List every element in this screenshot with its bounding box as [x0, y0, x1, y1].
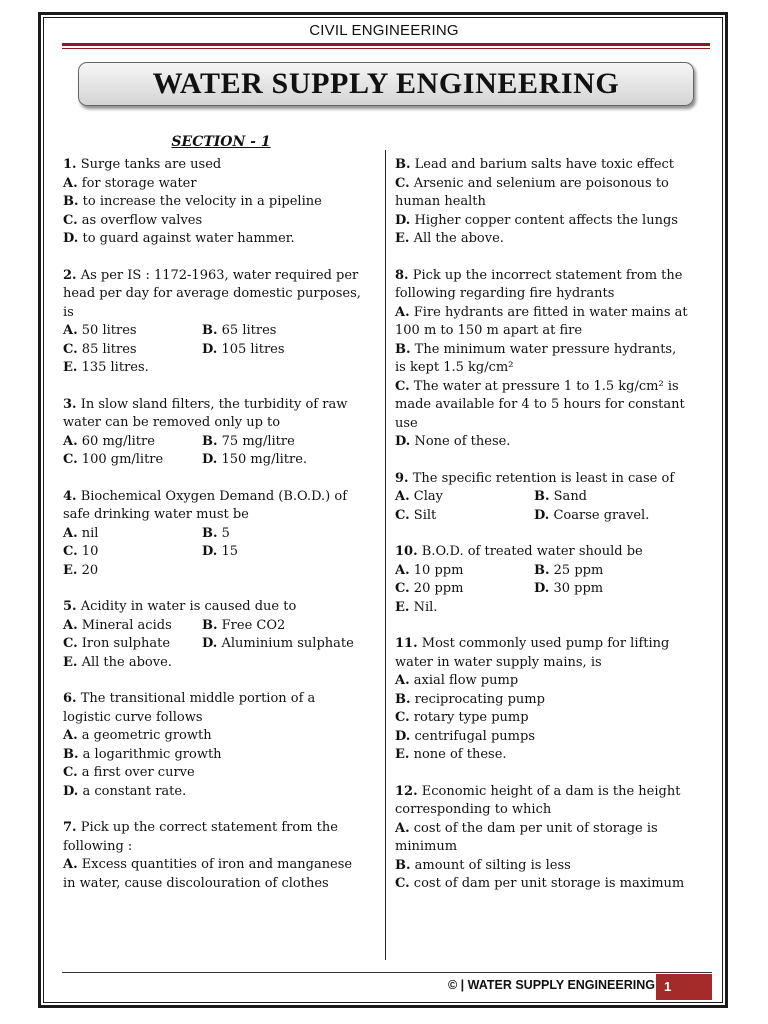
option-letter: B. [534, 562, 550, 578]
option-item [534, 488, 587, 507]
option-text: 85 litres [81, 341, 137, 357]
question-stem-line [63, 709, 381, 728]
header-rule-thin [62, 48, 710, 49]
question-stem-line [63, 267, 381, 286]
option-item [63, 617, 202, 636]
option-text: Sand [553, 489, 588, 504]
option-text: Arsenic and selenium are poisonous to [413, 175, 669, 191]
option-letter: D. [202, 636, 218, 651]
option-item [395, 728, 707, 747]
option-letter: C. [63, 765, 78, 780]
option-item [63, 525, 202, 544]
option-item [63, 341, 202, 360]
option-pair-row [63, 543, 381, 562]
option-text: a geometric growth [81, 728, 212, 743]
option-text: 5 [221, 525, 230, 541]
option-item [395, 304, 707, 323]
option-text: 50 litres [81, 323, 137, 338]
question-text: water can be removed only up to [63, 415, 281, 430]
option-letter: E. [395, 747, 410, 762]
option-letter: C. [63, 544, 78, 559]
option-text: The water at pressure 1 to 1.5 kg/cm² is [413, 378, 679, 394]
option-letter: E. [63, 360, 78, 375]
option-text: Excess quantities of iron and manganese [81, 857, 353, 872]
page-title: WATER SUPPLY ENGINEERING [78, 62, 694, 106]
option-text: cost of dam per unit storage is maximum [413, 876, 685, 891]
option-item [395, 507, 534, 526]
option-text-continued: use [395, 415, 418, 431]
section-heading: SECTION - 1 [171, 134, 271, 150]
option-letter: D. [202, 544, 218, 559]
option-letter: A. [63, 525, 78, 541]
option-letter: B. [534, 489, 550, 504]
option-letter: B. [395, 157, 411, 172]
option-pair-row [63, 341, 381, 360]
option-text-continued: is kept 1.5 kg/cm² [395, 360, 514, 375]
option-text: centrifugal pumps [414, 728, 535, 744]
option-letter: D. [202, 341, 218, 357]
option-letter: C. [395, 710, 410, 725]
option-pair-row [63, 635, 381, 654]
question-item [63, 156, 381, 249]
question-item [63, 598, 381, 672]
question-stem-line [395, 801, 707, 820]
option-text: 10 [81, 544, 99, 559]
question-text: The transitional middle portion of a [80, 691, 316, 706]
question-stem-line [395, 543, 707, 562]
question-number: 1. [63, 157, 77, 172]
option-text: 60 mg/litre [81, 433, 155, 449]
option-item [202, 433, 295, 452]
option-letter: C. [395, 175, 410, 191]
option-item [395, 488, 534, 507]
option-letter: C. [395, 876, 410, 891]
option-letter: A. [395, 820, 410, 836]
option-item [63, 230, 381, 249]
option-item [395, 212, 707, 231]
option-pair-row [395, 580, 707, 599]
question-text: corresponding to which [395, 802, 552, 817]
footer-rule [62, 972, 712, 973]
option-letter: A. [63, 617, 78, 633]
option-letter: E. [63, 562, 78, 578]
question-stem-line [63, 690, 381, 709]
option-letter: A. [395, 562, 410, 578]
option-text: to increase the velocity in a pipeline [82, 194, 322, 209]
option-letter: C. [63, 341, 78, 357]
option-text: a constant rate. [82, 783, 187, 799]
option-text: a first over curve [81, 765, 195, 780]
question-text: B.O.D. of treated water should be [421, 544, 643, 559]
option-pair-row [63, 451, 381, 470]
option-text: axial flow pump [413, 673, 519, 688]
option-text: none of these. [413, 747, 507, 762]
question-stem-line [63, 285, 381, 304]
option-item [63, 175, 381, 194]
option-text: Free CO2 [221, 617, 286, 633]
option-item [63, 543, 202, 562]
option-letter: E. [395, 599, 410, 615]
right-column [395, 156, 707, 912]
option-letter: D. [534, 581, 550, 596]
option-letter: D. [202, 452, 218, 467]
option-letter: C. [395, 581, 410, 596]
option-letter: D. [395, 434, 411, 449]
option-text: The minimum water pressure hydrants, [414, 341, 677, 357]
option-text: a logarithmic growth [82, 746, 222, 762]
column-divider [385, 150, 386, 960]
option-letter: D. [63, 783, 79, 799]
question-text: Pick up the correct statement from the [80, 820, 338, 835]
option-item [534, 507, 649, 526]
option-text: Nil. [413, 599, 438, 615]
option-item [202, 635, 354, 654]
question-text: following regarding fire hydrants [395, 286, 615, 301]
question-item [395, 267, 707, 452]
option-text: Higher copper content affects the lungs [414, 212, 678, 228]
option-letter: B. [202, 433, 218, 449]
question-item [63, 690, 381, 801]
question-stem-line [63, 414, 381, 433]
option-text: nil [81, 525, 99, 541]
question-stem-line [63, 488, 381, 507]
option-item [63, 322, 202, 341]
question-text: Most commonly used pump for lifting [421, 636, 670, 651]
option-item [63, 764, 381, 783]
option-letter: B. [395, 691, 411, 707]
option-letter: B. [202, 525, 218, 541]
option-text-continued: human health [395, 194, 486, 209]
option-item [395, 875, 707, 894]
option-letter: C. [395, 378, 410, 394]
option-text: Aluminium sulphate [221, 636, 354, 651]
option-letter: A. [63, 857, 78, 872]
option-pair-row [395, 488, 707, 507]
option-item [395, 691, 707, 710]
option-text: 105 litres [221, 341, 285, 357]
question-stem-line [63, 598, 381, 617]
question-text: logistic curve follows [63, 709, 203, 725]
option-item [202, 341, 285, 360]
option-text-continued: minimum [395, 839, 458, 854]
option-text: amount of silting is less [414, 857, 571, 873]
option-text: cost of the dam per unit of storage is [413, 820, 658, 836]
question-number: 3. [63, 396, 77, 412]
option-text: Lead and barium salts have toxic effect [414, 157, 675, 172]
option-letter: A. [395, 304, 410, 320]
question-text: following : [63, 838, 133, 854]
question-number: 7. [63, 820, 77, 835]
option-text: Silt [413, 507, 437, 523]
option-text: 75 mg/litre [221, 433, 295, 449]
question-stem-line [395, 470, 707, 489]
question-stem-line [63, 304, 381, 323]
option-item [63, 451, 202, 470]
question-number: 10. [395, 544, 418, 559]
option-letter: B. [202, 617, 218, 633]
question-stem-line [63, 506, 381, 525]
option-text: 20 [81, 562, 99, 578]
option-item [395, 433, 707, 452]
question-number: 8. [395, 267, 409, 283]
option-text: None of these. [414, 434, 511, 449]
option-text: 150 mg/litre. [221, 452, 308, 467]
question-text: The specific retention is least in case of [412, 470, 675, 486]
question-text: head per day for average domestic purposes, [63, 286, 361, 301]
option-letter: B. [202, 323, 218, 338]
left-column [63, 156, 381, 911]
question-item [395, 470, 707, 526]
question-text: Acidity in water is caused due to [80, 599, 297, 614]
option-pair-row [63, 433, 381, 452]
option-letter: C. [395, 507, 410, 523]
option-text: Mineral acids [81, 617, 172, 633]
option-text: 15 [221, 544, 239, 559]
option-text: 100 gm/litre [81, 452, 164, 467]
question-text: Surge tanks are used [80, 157, 222, 172]
option-pair-row [395, 507, 707, 526]
question-number: 11. [395, 636, 418, 651]
option-letter: B. [63, 194, 79, 209]
option-text: All the above. [81, 654, 172, 670]
option-item [63, 654, 381, 673]
question-stem-line [395, 267, 707, 286]
question-number: 6. [63, 691, 77, 706]
option-letter: A. [63, 728, 78, 743]
header-rule [62, 43, 710, 46]
option-pair-row [63, 525, 381, 544]
option-letter: E. [63, 654, 78, 670]
option-item [395, 857, 707, 876]
option-item [63, 212, 381, 231]
option-item [202, 543, 238, 562]
question-text: Pick up the incorrect statement from the [412, 267, 683, 283]
option-item [534, 580, 603, 599]
option-text: All the above. [413, 231, 504, 246]
option-text: reciprocating pump [414, 691, 545, 707]
option-letter: B. [63, 746, 79, 762]
question-stem-line [395, 783, 707, 802]
question-stem-line [63, 838, 381, 857]
option-text: Iron sulphate [81, 636, 171, 651]
option-text-continued: 100 m to 150 m apart at fire [395, 323, 583, 338]
option-letter: C. [63, 212, 78, 228]
question-text: Biochemical Oxygen Demand (B.O.D.) of [80, 488, 348, 504]
question-stem-line [63, 396, 381, 415]
question-text: water in water supply mains, is [395, 654, 602, 670]
option-text: rotary type pump [413, 710, 529, 725]
option-text-continued: in water, cause discolouration of clothes [63, 875, 329, 891]
option-pair-row [63, 617, 381, 636]
option-item [395, 156, 707, 175]
option-item [395, 599, 707, 618]
option-letter: B. [395, 341, 411, 357]
option-letter: D. [63, 231, 79, 246]
option-item [395, 709, 707, 728]
option-item [63, 193, 381, 212]
question-text: As per IS : 1172-1963, water required per [80, 267, 359, 283]
option-letter: E. [395, 231, 410, 246]
question-item [63, 819, 381, 893]
question-stem-line [395, 285, 707, 304]
question-item [395, 635, 707, 765]
option-letter: A. [63, 433, 78, 449]
option-letter: A. [63, 175, 78, 191]
option-text: 30 ppm [553, 581, 604, 596]
option-pair-row [63, 322, 381, 341]
running-head: CIVIL ENGINEERING [309, 22, 459, 39]
question-number: 4. [63, 488, 77, 504]
question-number: 2. [63, 267, 77, 283]
option-item [63, 856, 381, 875]
option-item [395, 580, 534, 599]
option-letter: C. [63, 452, 78, 467]
option-item [395, 672, 707, 691]
option-item [202, 322, 276, 341]
option-letter: C. [63, 636, 78, 651]
question-stem-line [395, 635, 707, 654]
question-item [395, 783, 707, 894]
option-item [202, 525, 230, 544]
question-stem-line [63, 819, 381, 838]
question-item [63, 267, 381, 378]
option-letter: B. [395, 857, 411, 873]
option-pair-row [395, 562, 707, 581]
question-item [395, 156, 707, 249]
option-item [63, 727, 381, 746]
option-text: Clay [413, 489, 443, 504]
option-item [395, 378, 707, 397]
question-item [63, 488, 381, 581]
question-stem-line [63, 156, 381, 175]
question-item [63, 396, 381, 470]
option-text: Fire hydrants are fitted in water mains at [413, 304, 688, 320]
option-text: 20 ppm [413, 581, 464, 596]
option-letter: A. [395, 489, 410, 504]
option-item [395, 341, 707, 360]
option-text-continued: made available for 4 to 5 hours for constant [395, 397, 685, 412]
option-text: 135 litres. [81, 360, 149, 375]
option-item [202, 451, 307, 470]
option-item [395, 175, 707, 194]
option-item [202, 617, 285, 636]
option-item [63, 635, 202, 654]
option-item [395, 746, 707, 765]
question-text: In slow sland filters, the turbidity of raw [80, 396, 348, 412]
option-text: Coarse gravel. [553, 507, 650, 523]
question-number: 12. [395, 783, 418, 799]
option-letter: A. [63, 323, 78, 338]
option-item [534, 562, 603, 581]
option-item [395, 562, 534, 581]
question-stem-line [395, 654, 707, 673]
option-text: for storage water [81, 175, 197, 191]
option-text: 65 litres [221, 323, 277, 338]
question-number: 5. [63, 599, 77, 614]
option-text: 25 ppm [553, 562, 604, 578]
question-number: 9. [395, 470, 409, 486]
question-item [395, 543, 707, 617]
option-letter: D. [534, 507, 550, 523]
question-text: safe drinking water must be [63, 507, 249, 522]
option-letter: D. [395, 728, 411, 744]
option-text: as overflow valves [81, 212, 203, 228]
question-text: Economic height of a dam is the height [421, 783, 681, 799]
footer-text: © | WATER SUPPLY ENGINEERING [448, 978, 655, 992]
option-item [395, 820, 707, 839]
option-item [63, 359, 381, 378]
option-letter: A. [395, 673, 410, 688]
option-item [63, 783, 381, 802]
option-item [395, 230, 707, 249]
option-item [63, 562, 381, 581]
option-item [63, 433, 202, 452]
page-number: 1 [656, 974, 712, 1000]
option-text: 10 ppm [413, 562, 464, 578]
option-text: to guard against water hammer. [82, 231, 295, 246]
option-letter: D. [395, 212, 411, 228]
option-item [63, 746, 381, 765]
question-text: is [63, 304, 74, 320]
